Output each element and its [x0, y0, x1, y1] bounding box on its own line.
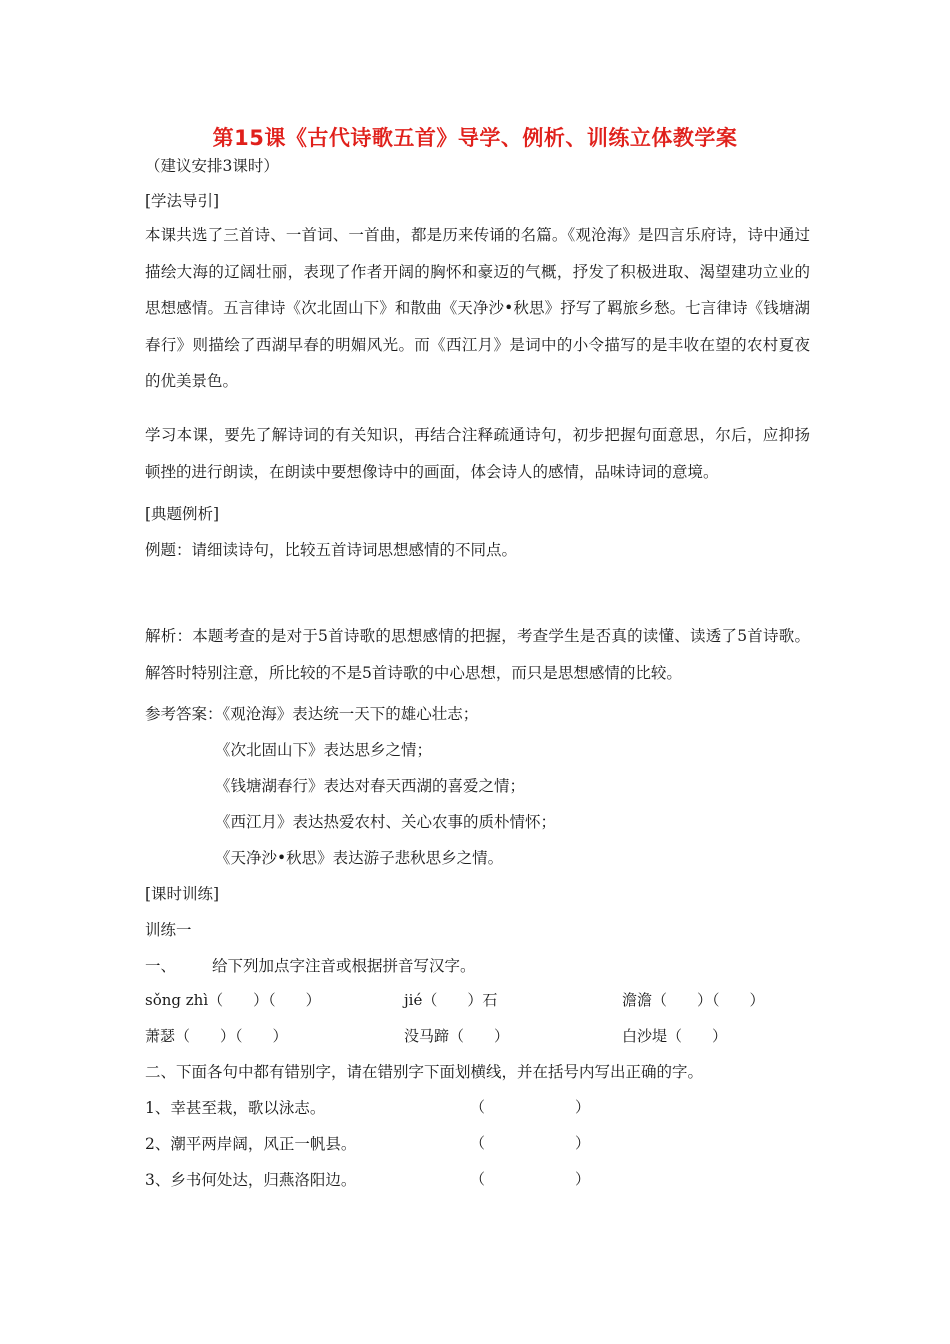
pinyin-item: 白沙堤（ ） [622, 1027, 728, 1045]
answer-item: 《西江月》表达热爱农村、关心农事的质朴情怀； [215, 813, 557, 831]
pinyin-item: jié（ ）石 [404, 991, 498, 1009]
answer-blank: （ ） [470, 1098, 591, 1116]
pinyin-item: 澹澹（ ）（ ） [622, 991, 765, 1009]
answer-item: 《天净沙•秋思》表达游子悲秋思乡之情。 [215, 849, 504, 867]
question-2-text: 二、下面各句中都有错别字，请在错别字下面划横线，并在括号内写出正确的字。 [145, 1063, 704, 1081]
guide-heading: [学法导引] [145, 192, 220, 210]
document-subtitle: （建议安排3课时） [145, 157, 279, 175]
guide-paragraph-1: 本课共选了三首诗、一首词、一首曲，都是历来传诵的名篇。《观沧海》是四言乐府诗，诗中通过描绘大海的辽阔壮丽，表现了作者开阔的胸怀和豪迈的气概，抒发了积极进取、渴望建功立业的思想感情。五言律诗《次北固山下》和散曲《天净沙•秋思》抒写了羁旅乡愁。七言律诗《钱塘湖春行》则描绘了西湖早春的明媚风光。而《西江月》是词中的小令描写的是丰收在望的农村夏夜的优美景色。 [145, 226, 810, 390]
pinyin-item: 萧瑟（ ）（ ） [145, 1027, 288, 1045]
example-question: 例题：请细读诗句，比较五首诗词思想感情的不同点。 [145, 541, 518, 559]
pinyin-item: sǒng zhì（ ）（ ） [145, 991, 321, 1009]
question-1-number: 一、 [145, 957, 177, 975]
answer-item: 《次北固山下》表达思乡之情； [215, 741, 433, 759]
answer-blank: （ ） [470, 1134, 591, 1152]
answer-blank: （ ） [470, 1170, 591, 1188]
correction-item: 3、乡书何处达，归燕洛阳边。 [145, 1171, 357, 1189]
training-heading: [课时训练] [145, 885, 220, 903]
document-title: 第15课《古代诗歌五首》导学、例析、训练立体教学案 [212, 126, 738, 150]
guide-paragraph-2: 学习本课，要先了解诗词的有关知识，再结合注释疏通诗句，初步把握句面意思，尔后，应抑扬顿挫的进行朗读，在朗读中要想像诗中的画面，体会诗人的感情，品味诗词的意境。 [145, 426, 810, 481]
analysis-paragraph: 解析：本题考查的是对于5首诗歌的思想感情的把握，考查学生是否真的读懂、读透了5首诗歌。解答时特别注意，所比较的不是5首诗歌的中心思想，而只是思想感情的比较。 [145, 627, 810, 682]
training-one-label: 训练一 [145, 921, 192, 939]
correction-item: 1、幸甚至栽，歌以泳志。 [145, 1099, 326, 1117]
correction-item: 2、潮平两岸阔，风正一帆县。 [145, 1135, 357, 1153]
pinyin-item: 没马蹄（ ） [404, 1027, 510, 1045]
answer-item: 《钱塘湖春行》表达对春天西湖的喜爱之情； [215, 777, 526, 795]
question-1-text: 给下列加点字注音或根据拼音写汉字。 [212, 957, 476, 975]
answer-label: 参考答案：《观沧海》表达统一天下的雄心壮志； [145, 705, 479, 723]
example-heading: [典题例析] [145, 505, 220, 523]
